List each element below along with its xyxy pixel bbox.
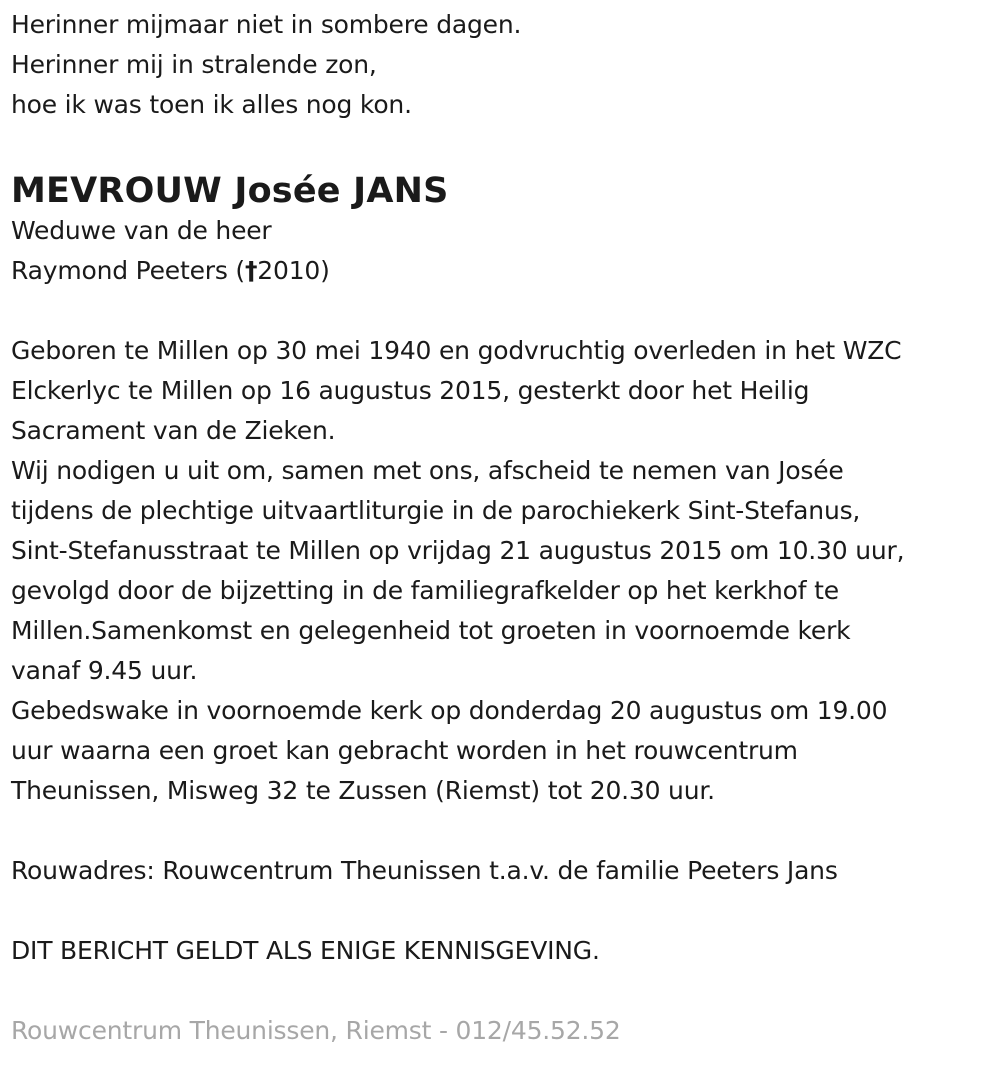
body-line: Sacrament van de Zieken. (11, 416, 336, 445)
poem-line: Herinner mij in stralende zon, (11, 50, 377, 79)
body-line: Geboren te Millen op 30 mei 1940 en godvruchtig overleden in het WZC (11, 336, 902, 365)
spouse-death-year: 2010) (257, 256, 330, 285)
body-line: Wij nodigen u uit om, samen met ons, afscheid te nemen van Josée (11, 456, 844, 485)
body-line: vanaf 9.45 uur. (11, 656, 198, 685)
body-line: Gebedswake in voornoemde kerk op donderdag 20 augustus om 19.00 (11, 696, 888, 725)
spacer (11, 811, 996, 851)
deceased-name: MEVROUW Josée JANS (11, 171, 449, 211)
spacer (11, 891, 996, 931)
body-line: Sint-Stefanusstraat te Millen op vrijdag 21 augustus 2015 om 10.30 uur, (11, 536, 905, 565)
cross-icon: † (244, 256, 258, 285)
funeral-home-footer: Rouwcentrum Theunissen, Riemst - 012/45.52.52 (11, 1016, 621, 1045)
notice-statement: DIT BERICHT GELDT ALS ENIGE KENNISGEVING. (11, 936, 600, 965)
body-line: uur waarna een groet kan gebracht worden in het rouwcentrum (11, 736, 798, 765)
body-line: Theunissen, Misweg 32 te Zussen (Riemst) tot 20.30 uur. (11, 776, 715, 805)
spouse-name: Raymond Peeters ( (11, 256, 245, 285)
notice-body (11, 331, 996, 811)
body-line: tijdens de plechtige uitvaartliturgie in de parochiekerk Sint-Stefanus, (11, 496, 861, 525)
spacer (11, 291, 996, 331)
poem (11, 5, 996, 125)
poem-line: Herinner mijmaar niet in sombere dagen. (11, 10, 522, 39)
body-line: gevolgd door de bijzetting in de familiegrafkelder op het kerkhof te (11, 576, 839, 605)
body-line: Elckerlyc te Millen op 16 augustus 2015, gesterkt door het Heilig (11, 376, 810, 405)
mourning-address: Rouwadres: Rouwcentrum Theunissen t.a.v. de familie Peeters Jans (11, 856, 838, 885)
body-line: Millen.Samenkomst en gelegenheid tot groeten in voornoemde kerk (11, 616, 851, 645)
spouse-line (11, 251, 996, 291)
death-notice (11, 0, 996, 1051)
relation-line: Weduwe van de heer (11, 216, 272, 245)
poem-line: hoe ik was toen ik alles nog kon. (11, 90, 412, 119)
